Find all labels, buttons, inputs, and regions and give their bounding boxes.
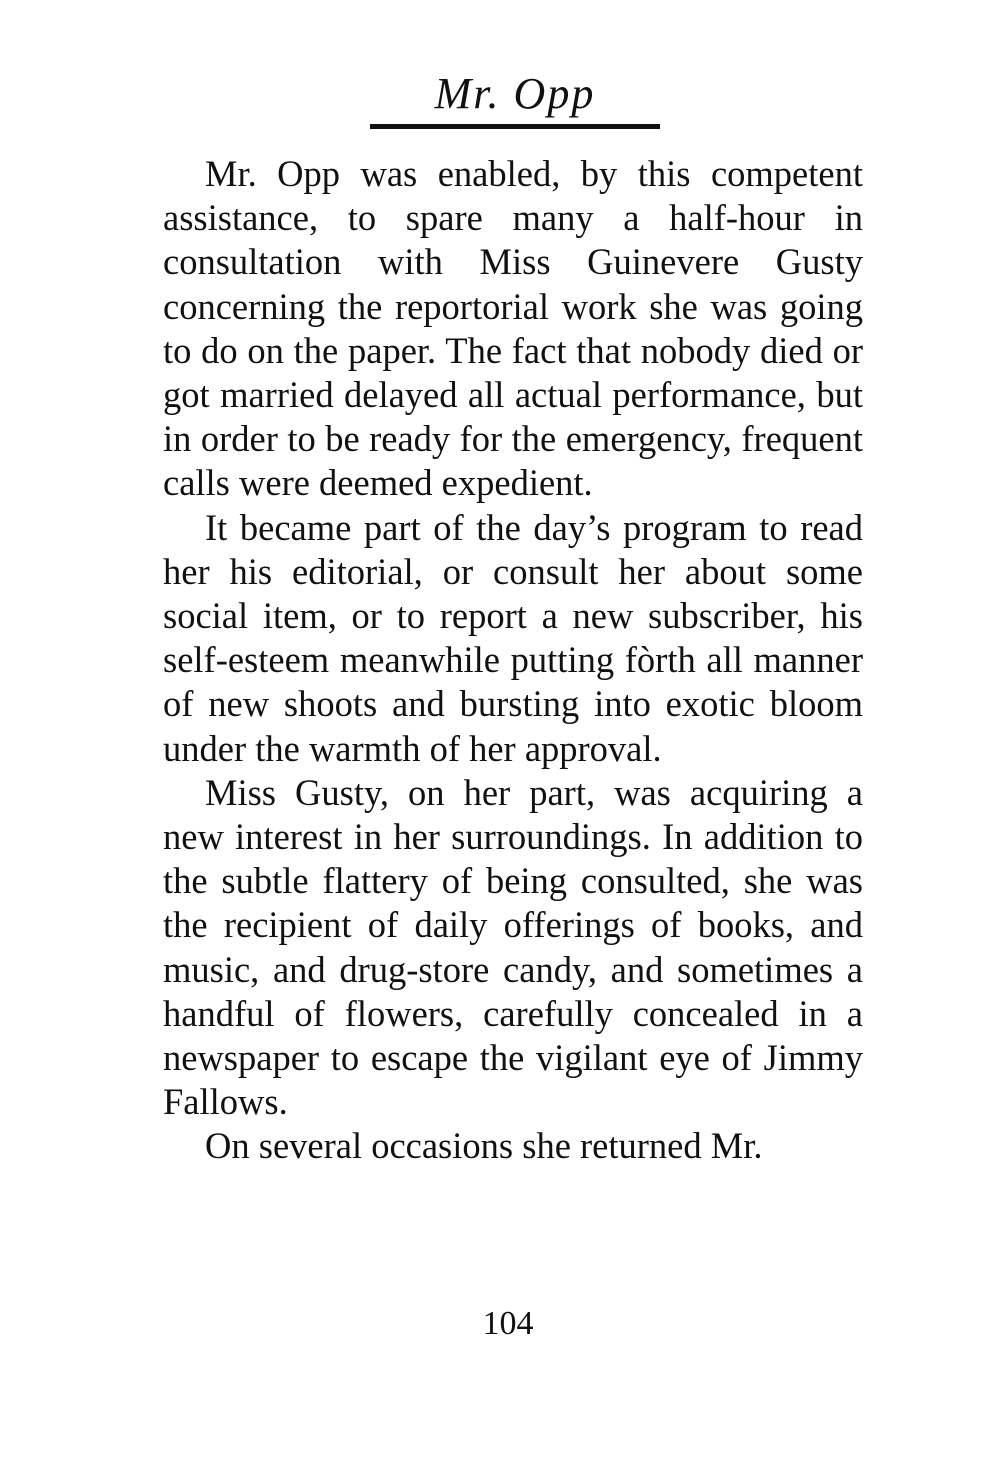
- running-head: Mr. Opp: [434, 69, 596, 118]
- page-number: 104: [482, 1305, 534, 1342]
- header-rule: [370, 124, 660, 129]
- paragraph-2: It became part of the day’s program to read her his editorial, or consult her about some social item, or to report a new subscriber, his self-esteem meanwhile putting fòrth all manner of new shoots and bursting into exotic bloom under the warmth of her approval.: [163, 506, 863, 769]
- body-text: [163, 152, 863, 1169]
- paragraph-4: On several occasions she returned Mr.: [205, 1125, 763, 1167]
- paragraph-1: Mr. Opp was enabled, by this competent assistance, to spare many a half-hour in consultation with Miss Guinevere Gusty concerning the reportorial work she was going to do on the paper. The fact that nobody died or got married delayed all actual performance, but in order to be ready for the emergency, frequent calls were deemed expedient.: [163, 153, 863, 504]
- paragraph-3: Miss Gusty, on her part, was acquiring a new interest in her surroundings. In addition to the subtle flattery of being consulted, she was the recipient of daily offerings of books, and music, and drug-store candy, and sometimes a handful of flowers, carefully concealed in a newspaper to escape the vigilant eye of Jimmy Fallows.: [163, 771, 863, 1123]
